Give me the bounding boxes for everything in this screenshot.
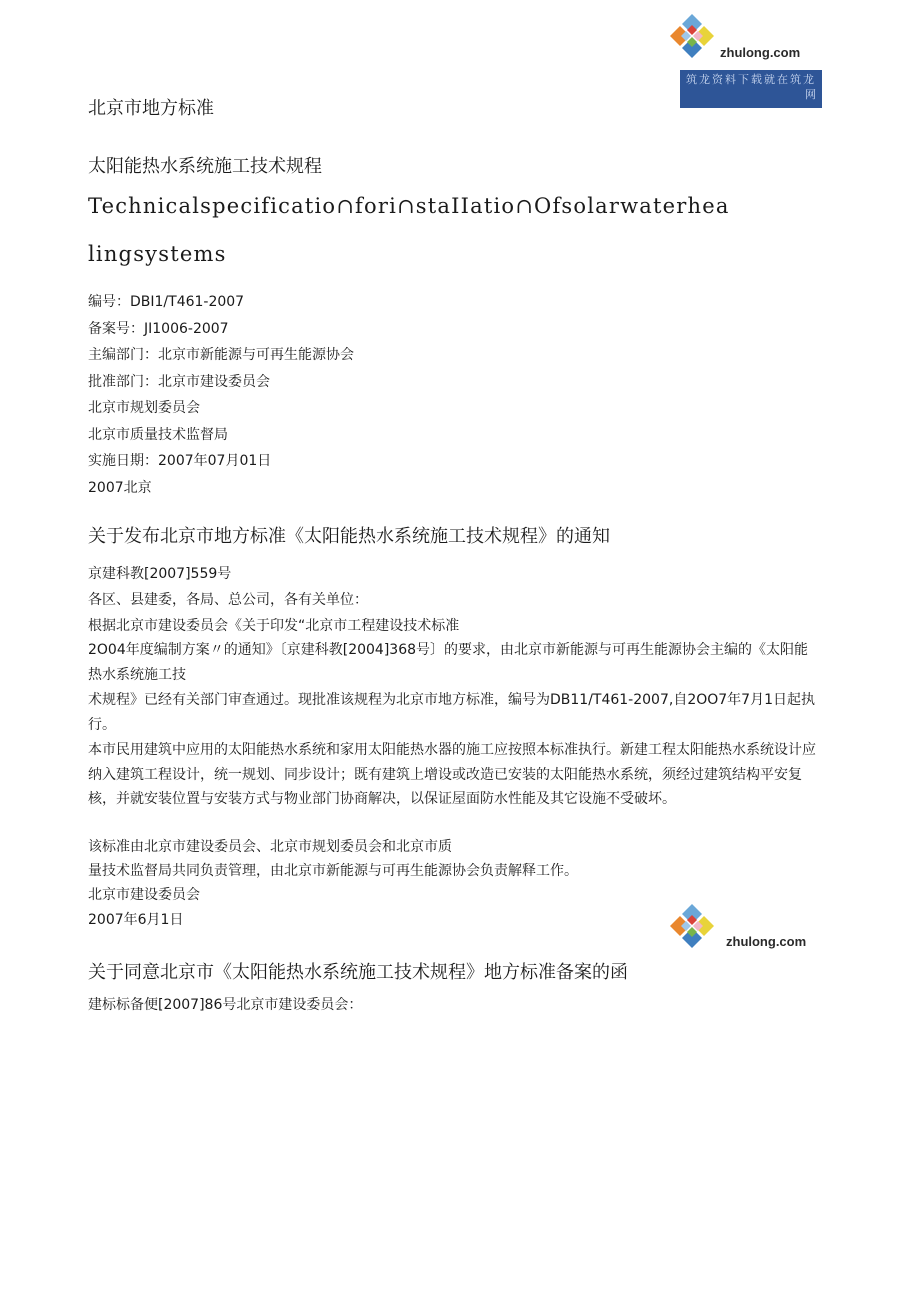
logo-wordmark: zhulong.com xyxy=(720,45,801,60)
filing-heading: 关于同意北京市《太阳能热水系统施工技术规程》地方标准备案的函 xyxy=(88,962,628,983)
filing-reference: 建标标备便[2007]86号北京市建设委员会： xyxy=(88,997,363,1013)
zhulong-logo-mid xyxy=(668,904,822,958)
title-chinese: 太阳能热水系统施工技术规程 xyxy=(88,156,322,177)
banner-line-1: 筑龙资料下载就在筑龙 xyxy=(686,73,816,86)
notice-paragraph-1: 2O04年度编制方案〃的通知》〔京建科教[2004]368号〕的要求，由北京市新能源与可再生能源协会主编的《太阳能热水系统施工技 xyxy=(88,642,809,683)
logo-wordmark: zhulong.com xyxy=(726,934,807,949)
banner-line-2: 网 xyxy=(805,88,818,101)
meta-code: 编号：DBI1/T461-2007 xyxy=(88,294,245,310)
meta-planning-committee: 北京市规划委员会 xyxy=(88,400,200,416)
notice-addressee: 各区、县建委，各局、总公司，各有关单位： xyxy=(88,592,368,608)
meta-quality-bureau: 北京市质量技术监督局 xyxy=(88,427,228,443)
notice-paragraph-3: 本市民用建筑中应用的太阳能热水系统和家用太阳能热水器的施工应按照本标准执行。新建工程太阳能热水系统设计应纳入建筑工程设计，统一规划、同步设计；既有建筑上增设或改造已安装的太阳能热水系统，须经过建筑结构平安复核，并就安装位置与安装方式与物业部门协商解决，以保证屋面防水性能及其它设施不受破坏。 xyxy=(88,742,816,807)
notice-reference: 京建科教[2007]559号 xyxy=(88,566,232,582)
notice-heading: 关于发布北京市地方标准《太阳能热水系统施工技术规程》的通知 xyxy=(88,526,610,547)
meta-approval-department: 批准部门：北京市建设委员会 xyxy=(88,374,270,390)
notice-line-2: 该标准由北京市建设委员会、北京市规划委员会和北京市质 xyxy=(88,839,452,855)
zhulong-logo-top xyxy=(668,14,822,108)
meta-editor-department: 主编部门：北京市新能源与可再生能源协会 xyxy=(88,347,354,363)
pinwheel-logo-icon xyxy=(670,14,714,58)
title-english-line-2: lingsystems xyxy=(88,242,227,266)
notice-date: 2007年6月1日 xyxy=(88,912,184,928)
logo-banner xyxy=(680,70,822,108)
document-header: 北京市地方标准 xyxy=(88,98,214,119)
title-english-line-1: Technicalspecificatio∩fori∩staIIatio∩Ofsolarwaterhea xyxy=(88,194,730,218)
meta-filing-number: 备案号：JI1006-2007 xyxy=(88,321,229,337)
notice-line-1: 根据北京市建设委员会《关于印发“北京市工程建设技术标准 xyxy=(88,618,460,634)
meta-year-place: 2007北京 xyxy=(88,480,152,496)
pinwheel-logo-icon xyxy=(670,904,714,948)
notice-signature: 北京市建设委员会 xyxy=(88,887,200,903)
notice-line-3: 量技术监督局共同负责管理，由北京市新能源与可再生能源协会负责解释工作。 xyxy=(88,863,578,879)
notice-paragraph-2: 术规程》已经有关部门审查通过。现批准该规程为北京市地方标准，编号为DB11/T461-2007,自2OO7年7月1日起执行。 xyxy=(88,692,815,733)
meta-effective-date: 实施日期：2007年07月01日 xyxy=(88,453,272,469)
